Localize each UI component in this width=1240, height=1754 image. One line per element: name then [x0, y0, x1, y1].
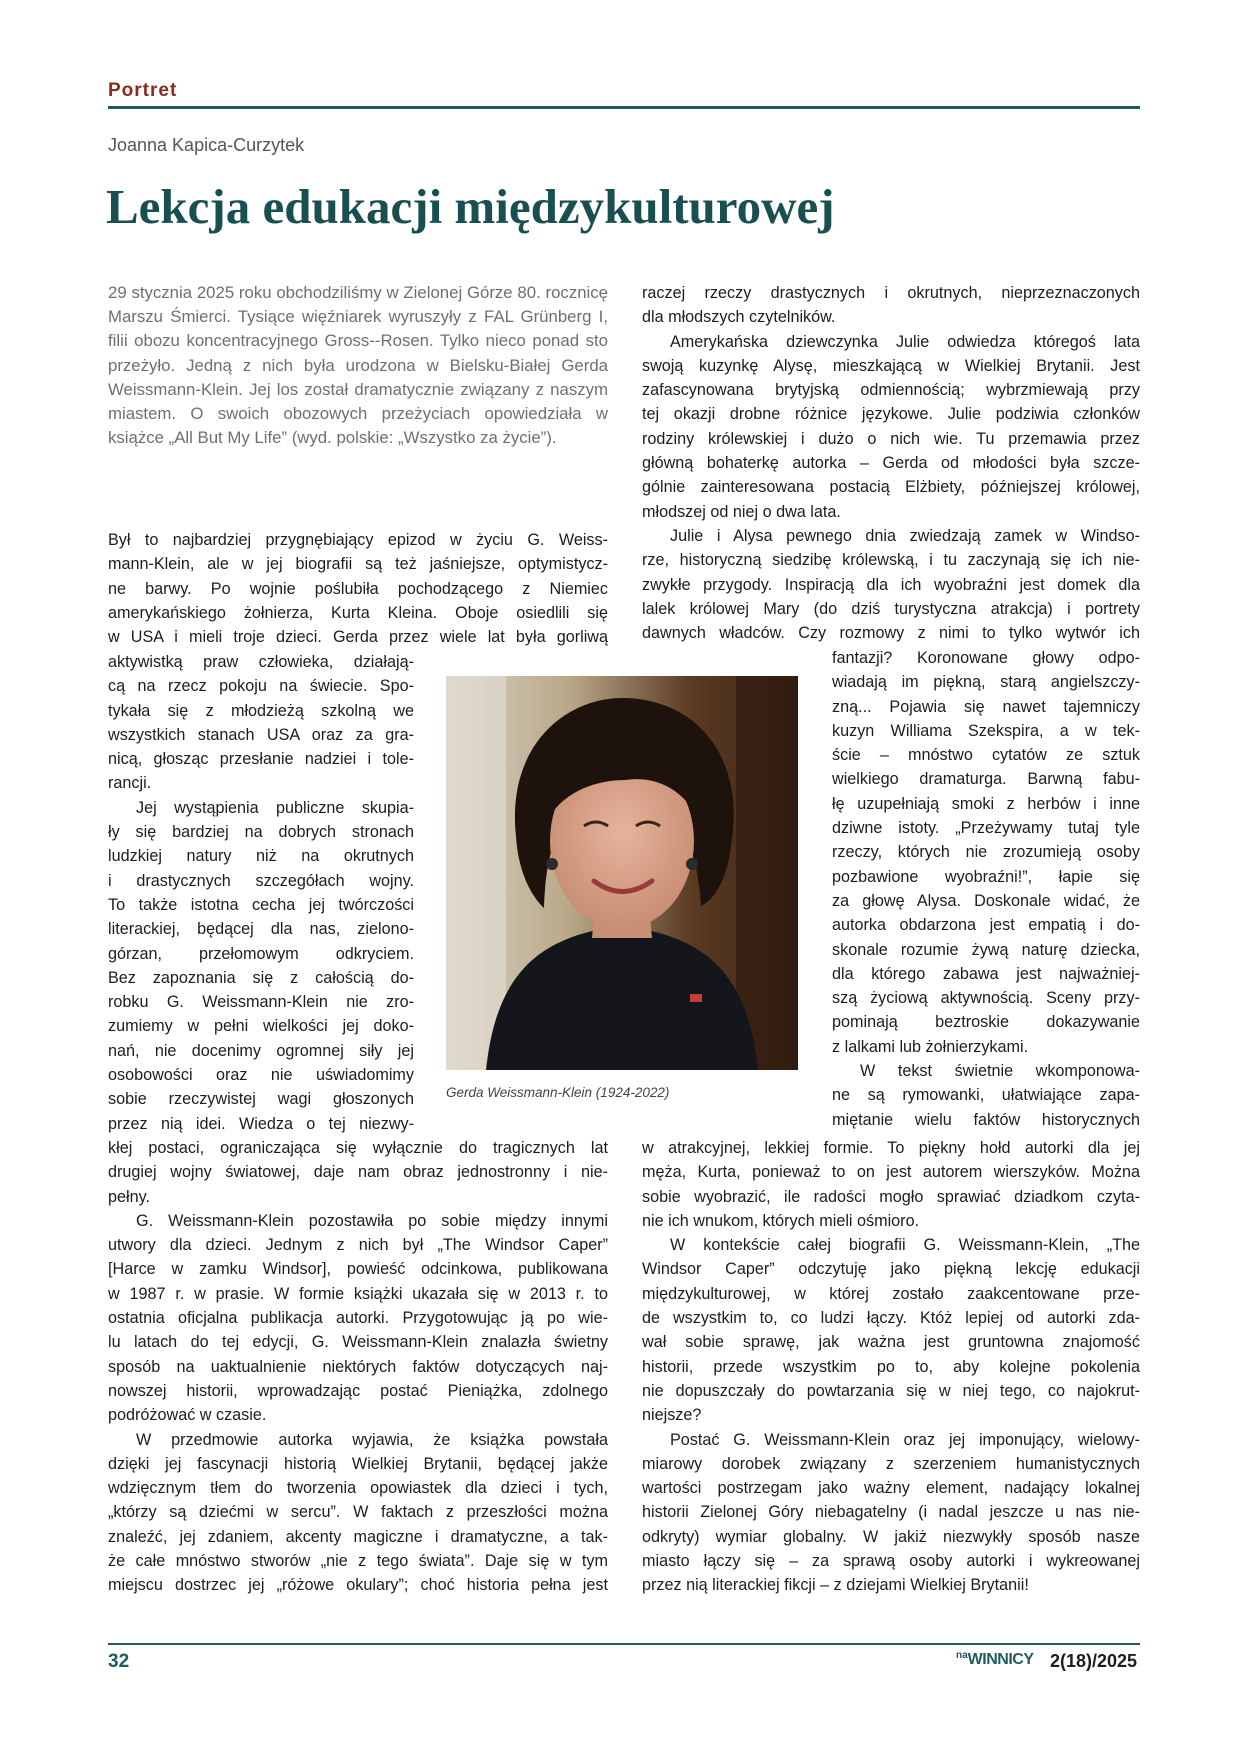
text-line: To także istotna cecha jej twórczości: [108, 895, 414, 914]
text-line: W kontekście całej biografii G. Weissmann-Klein, „The: [670, 1236, 1140, 1255]
text-line: międzykulturowej, w której zostało zaakcentowane prze-: [642, 1284, 1140, 1303]
text-line: raczej rzeczy drastycznych i okrutnych, nieprzeznaczonych: [642, 284, 1140, 302]
text-line: za głowę Alysa. Doskonale widać, że: [832, 891, 1140, 910]
text-line: wszystkich stanach USA oraz za gra-: [108, 725, 414, 744]
text-line: rze, historyczną siedzibę królewską, i tu zaczynają się ich nie-: [642, 551, 1140, 570]
text-line: swoją kuzynkę Alysę, mieszkającą w Wielkiej Brytanii. Jest: [642, 356, 1140, 375]
magazine-logo: [956, 1650, 1034, 1669]
text-line: utwory dla dzieci. Jednym z nich był „The Windsor Caper”: [108, 1236, 608, 1255]
text-line: „którzy są dziećmi w sercu”. W faktach z przeszłości można: [108, 1503, 608, 1522]
text-line: męża, Kurta, ponieważ to on jest autorem wierszyków. Można: [642, 1163, 1140, 1182]
text-line: cą na rzecz pokoju na świecie. Spo-: [108, 677, 414, 696]
text-line: drugiej wojny światowej, daje nam obraz jednostronny i nie-: [108, 1163, 608, 1182]
text-line: nowszej historii, wprowadzając postać Pieniążka, zdolnego: [108, 1381, 608, 1400]
header-divider: [108, 106, 1140, 109]
text-line: W tekst świetnie wkomponowa-: [860, 1062, 1140, 1081]
text-line: nicą, głosząc przesłanie nadziei i tole-: [108, 750, 414, 769]
text-line: aktywistką praw człowieka, działają-: [108, 653, 414, 671]
text-line: łę uzupełniają smoki z herbów i inne: [832, 794, 1140, 813]
magazine-logo-name: WINNICY: [967, 1651, 1034, 1668]
text-line: lalek królowej Mary (do dziś turystyczna atrakcja) i portrety: [642, 599, 1140, 618]
text-line: wiadają im piękną, starą angielszczy-: [832, 673, 1140, 692]
text-line: rancji.: [108, 774, 152, 793]
text-line: autorka obdarzona jest empatią i do-: [832, 916, 1140, 935]
text-line: pominają beztroskie dokazywanie: [832, 1013, 1140, 1032]
text-line: w atrakcyjnej, lekkiej formie. To piękny hołd autorki dla jej: [642, 1139, 1140, 1157]
text-line: historii, przede wszystkim po to, aby kolejne pokolenia: [642, 1357, 1140, 1376]
text-line: zną... Pojawia się nawet tajemniczy: [832, 697, 1140, 716]
text-line: nań, nie docenimy ogromnej siły jej: [108, 1041, 414, 1060]
text-line: zafascynowana brytyjską odmiennością; wybrzmiewają przy: [642, 381, 1140, 400]
text-line: W przedmowie autorka wyjawia, że książka powstała: [136, 1430, 608, 1449]
text-line: z lalkami lub żołnierzykami.: [832, 1037, 1029, 1056]
text-line: ły się bardziej na dobrych stronach: [108, 823, 414, 842]
text-line: dzięki jej fascynacji historią Wielkiej Brytanii, będącej jakże: [108, 1454, 608, 1473]
text-line: tykała się z młodzieżą szkolną we: [108, 701, 414, 720]
text-line: [Harce w zamku Windsor], powieść odcinkowa, publikowana: [108, 1260, 608, 1279]
text-line: dawnych władców. Czy rozmowy z nimi to tylko wytwór ich: [642, 624, 1140, 643]
text-line: Był to najbardziej przygnębiający epizod w życiu G. Weiss-: [108, 531, 608, 549]
left-column-top: [108, 528, 608, 649]
text-line: główną bohaterkę autorka – Gerda od młodości była szcze-: [642, 454, 1140, 473]
text-line: odkryty) wymiar globalny. W jakiż niezwykły sposób nasze: [642, 1527, 1140, 1546]
text-line: skonale rozumie żywą naturę dziecka,: [832, 940, 1140, 959]
text-line: pełny.: [108, 1187, 150, 1206]
text-line: Windsor Caper” odczytuję jako piękną lekcję edukacji: [642, 1260, 1140, 1279]
text-line: w 1987 r. w prasie. W formie książki ukazała się w 2013 r. to: [108, 1284, 608, 1303]
text-line: znaleźć, jej zdaniem, akcenty magiczne i dramatyczne, a tak-: [108, 1527, 608, 1546]
text-line: wielkiego dramaturga. Barwną fabu-: [832, 770, 1140, 789]
portrait-photo: [446, 676, 798, 1070]
photo-caption: Gerda Weissmann-Klein (1924-2022): [446, 1085, 670, 1100]
text-line: pozbawione wyobraźni!”, łapie się: [832, 867, 1140, 886]
text-line: amerykańskiego żołnierza, Kurta Kleina. Oboje osiedlili się: [108, 603, 608, 622]
text-line: lu latach do tej edycji, G. Weissmann-Klein znalazła świetny: [108, 1333, 608, 1352]
text-line: de wszystkim to, co ludzi łączy. Któż lepiej od autorki zda-: [642, 1309, 1140, 1328]
text-line: w USA i mieli troje dzieci. Gerda przez wiele lat była gorliwą: [108, 628, 608, 647]
text-line: sposób na uaktualnienie niektórych faktów dotyczących naj-: [108, 1357, 608, 1376]
text-line: Postać G. Weissmann-Klein oraz jej imponujący, wielowy-: [670, 1430, 1140, 1449]
text-line: że całe mnóstwo stworów „nie z tego świata”. Daje się w tym: [108, 1552, 608, 1571]
text-line: Amerykańska dziewczynka Julie odwiedza któregoś lata: [670, 332, 1140, 351]
right-column-bottom: [642, 1136, 1140, 1598]
page-number: 32: [108, 1651, 130, 1672]
text-line: młodszej od niej o dwa lata.: [642, 502, 841, 521]
text-line: zwykłe przygody. Inspiracją dla ich wyobraźni jest domek dla: [642, 575, 1140, 594]
text-line: przez nią literackiej fikcji – z dziejami Wielkiej Brytanii!: [642, 1576, 1029, 1595]
magazine-logo-prefix: na: [956, 1650, 968, 1661]
text-line: nie ich wnukom, których mieli ośmioro.: [642, 1211, 920, 1230]
text-line: wartości postrzegam jako ważny element, nadający lokalnej: [642, 1479, 1140, 1498]
text-line: mann-Klein, ale w jej biografii są też jaśniejsze, optymistycz-: [108, 555, 608, 574]
text-line: Julie i Alysa pewnego dnia zwiedzają zamek w Windso-: [670, 526, 1140, 545]
right-column-wrap: [832, 646, 1140, 1132]
text-line: rodziny królewskiej i dużo o nich wie. Tu przemawia przez: [642, 429, 1140, 448]
text-line: gólnie zainteresowana postacią Elżbiety, późniejszej królowej,: [642, 478, 1140, 497]
text-line: kuzyn Williama Szekspira, a w tek-: [832, 721, 1140, 740]
text-line: Bez zapoznania się z całością do-: [108, 968, 414, 987]
text-line: kłej postaci, ograniczająca się wyłącznie do tragicznych lat: [108, 1139, 608, 1157]
text-line: ne są rymowanki, ułatwiające zapa-: [832, 1086, 1140, 1105]
text-line: dziwne istoty. „Przeżywamy tutaj tyle: [832, 819, 1140, 838]
text-line: miejscu dostrzec jej „różowe okulary”; choć historia pełna jest: [108, 1576, 608, 1595]
text-line: podróżować w czasie.: [108, 1406, 267, 1425]
text-line: osobowości oraz nie uświadomimy: [108, 1066, 414, 1085]
text-line: wdzięcznym tłem do tworzenia opowiastek dla dzieci i tych,: [108, 1479, 608, 1498]
text-line: sobie wyobrazić, ile radości mogło sprawiać dziadkom czyta-: [642, 1187, 1140, 1206]
text-line: nie dopuszczały do powtarzania się w niej tego, co najokrut-: [642, 1381, 1140, 1400]
text-line: dla młodszych czytelników.: [642, 308, 836, 327]
text-line: zumiemy w pełni wielkości jej doko-: [108, 1017, 414, 1036]
text-line: tej okazji drobne różnice językowe. Julie podziwia członków: [642, 405, 1140, 424]
right-column-top: [642, 281, 1140, 645]
text-line: i drastycznych szczegółach wojny.: [108, 871, 414, 890]
left-column-wrap: [108, 650, 414, 1136]
text-line: miętanie wielu faktów historycznych: [832, 1110, 1140, 1129]
text-line: górzan, przełomowym odkryciem.: [108, 944, 414, 963]
article-lead: 29 stycznia 2025 roku obchodziliśmy w Zielonej Górze 80. rocznicę Marszu Śmierci. Tysiące więźniarek wyruszyły z FAL Grünberg I, filii obozu koncentracyjnego Gross--Rosen. Tylko nieco ponad sto przeżyło. Jedną z nich była urodzona w Bielsku-Białej Gerda Weissmann-Klein. Jej los został dramatycznie związany z naszym miastem. O swoich obozowych przeżyciach opowiedziała w książce „All But My Life” (wyd. polskie: „Wszystko za życie”).: [108, 283, 608, 448]
text-line: ludzkiej natury niż na okrutnych: [108, 847, 414, 866]
article-title: Lekcja edukacji międzykulturowej: [106, 179, 835, 234]
text-line: ne barwy. Po wojnie poślubiła pochodzącego z Niemiec: [108, 579, 608, 598]
text-line: ście – mnóstwo cytatów ze sztuk: [832, 746, 1140, 765]
text-line: literackiej, będącej dla nas, zielono-: [108, 920, 414, 939]
text-line: przez nią idei. Wiedza o tej niezwy-: [108, 1114, 414, 1133]
left-column-bottom: [108, 1136, 608, 1598]
text-line: dla którego zabawa jest najważniej-: [832, 964, 1140, 983]
text-line: rzeczy, których nie zrozumieją osoby: [832, 843, 1140, 862]
text-line: ostatnia oficjalna publikacja autorki. Przygotowując ją po wie-: [108, 1309, 608, 1328]
footer-divider: [108, 1643, 1140, 1645]
article-author: Joanna Kapica-Curzytek: [108, 135, 305, 155]
issue-number: 2(18)/2025: [1050, 1651, 1138, 1671]
text-line: Jej wystąpienia publiczne skupia-: [136, 798, 414, 817]
text-line: G. Weissmann-Klein pozostawiła po sobie między innymi: [136, 1211, 608, 1230]
section-label: Portret: [108, 80, 178, 101]
text-line: fantazji? Koronowane głowy odpo-: [832, 649, 1140, 667]
text-line: historii Zielonej Góry niebagatelny (i nadal jeszcze u nas nie-: [642, 1503, 1140, 1522]
text-line: szą życiową aktywnością. Sceny przy-: [832, 989, 1140, 1008]
text-line: miarowy dorobek związany z szerzeniem humanistycznych: [642, 1454, 1140, 1473]
text-line: niejsze?: [642, 1406, 702, 1425]
text-line: miasto łączy się – za sprawą osoby autorki i wykreowanej: [642, 1552, 1140, 1571]
text-line: wał sobie sprawę, jak ważna jest gruntowna znajomość: [642, 1333, 1140, 1352]
text-line: sobie rzeczywistej wagi głoszonych: [108, 1090, 414, 1109]
text-line: robku G. Weissmann-Klein nie zro-: [108, 993, 414, 1012]
